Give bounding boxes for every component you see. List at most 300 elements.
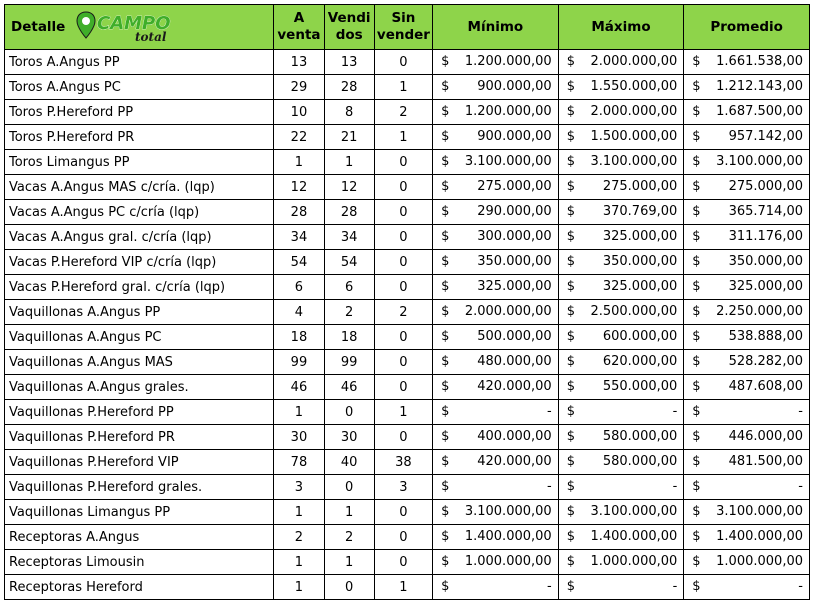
currency-symbol: $ <box>566 129 575 144</box>
cell-maximo <box>558 225 684 250</box>
amount-value: 3.100.000,00 <box>716 504 803 519</box>
cell-maximo <box>558 425 684 450</box>
cell-detalle: Vaquillonas P.Hereford grales. <box>5 475 274 500</box>
cell-maximo <box>558 525 684 550</box>
cell-detalle: Vacas P.Hereford VIP c/cría (lqp) <box>5 250 274 275</box>
amount-value: 620.000,00 <box>602 354 678 369</box>
currency-symbol: $ <box>441 279 450 294</box>
amount-value: 1.687.500,00 <box>716 104 803 119</box>
cell-detalle: Toros P.Hereford PR <box>5 125 274 150</box>
amount-value: 2.000.000,00 <box>464 304 552 319</box>
cell-vendidos: 1 <box>324 500 374 525</box>
amount-value: 1.000.000,00 <box>464 554 552 569</box>
cell-promedio <box>684 225 810 250</box>
cell-minimo <box>433 175 559 200</box>
cell-promedio <box>684 425 810 450</box>
cell-vendidos: 8 <box>324 100 374 125</box>
amount-value: 446.000,00 <box>728 429 803 444</box>
cell-maximo <box>558 175 684 200</box>
cell-maximo <box>558 125 684 150</box>
currency-symbol: $ <box>441 104 450 119</box>
amount-value: 311.176,00 <box>728 229 803 244</box>
cell-a-venta: 1 <box>274 550 324 575</box>
currency-symbol: $ <box>566 354 575 369</box>
cell-sin-vender: 0 <box>374 325 432 350</box>
amount-value: - <box>546 404 552 419</box>
cell-a-venta: 2 <box>274 525 324 550</box>
cell-minimo <box>433 550 559 575</box>
table-row <box>5 575 810 600</box>
amount-value: 900.000,00 <box>477 79 552 94</box>
cell-sin-vender: 0 <box>374 150 432 175</box>
amount-value: 957.142,00 <box>728 129 803 144</box>
cell-vendidos: 2 <box>324 525 374 550</box>
header-row <box>5 5 810 50</box>
cell-minimo <box>433 250 559 275</box>
cell-a-venta: 78 <box>274 450 324 475</box>
currency-symbol: $ <box>441 54 450 69</box>
currency-symbol: $ <box>441 329 450 344</box>
currency-symbol: $ <box>692 179 701 194</box>
cell-minimo <box>433 125 559 150</box>
header-sin-vender-line1: Sin <box>391 10 416 26</box>
currency-symbol: $ <box>441 229 450 244</box>
currency-symbol: $ <box>692 204 701 219</box>
cell-vendidos: 0 <box>324 475 374 500</box>
currency-symbol: $ <box>566 404 575 419</box>
table-row <box>5 400 810 425</box>
amount-value: 580.000,00 <box>602 429 678 444</box>
cell-promedio <box>684 400 810 425</box>
amount-value: 500.000,00 <box>477 329 552 344</box>
amount-value: 400.000,00 <box>477 429 552 444</box>
table-body <box>5 50 810 600</box>
currency-symbol: $ <box>441 304 450 319</box>
currency-symbol: $ <box>441 429 450 444</box>
cell-minimo <box>433 50 559 75</box>
cell-detalle: Vaquillonas P.Hereford VIP <box>5 450 274 475</box>
currency-symbol: $ <box>566 54 575 69</box>
cell-detalle: Vaquillonas A.Angus grales. <box>5 375 274 400</box>
cell-minimo <box>433 275 559 300</box>
cell-a-venta: 1 <box>274 400 324 425</box>
amount-value: - <box>798 404 803 419</box>
amount-value: - <box>546 479 552 494</box>
currency-symbol: $ <box>441 129 450 144</box>
cell-promedio <box>684 575 810 600</box>
currency-symbol: $ <box>692 354 701 369</box>
currency-symbol: $ <box>692 54 701 69</box>
table-row <box>5 100 810 125</box>
amount-value: 350.000,00 <box>477 254 552 269</box>
cell-maximo <box>558 575 684 600</box>
amount-value: 1.661.538,00 <box>716 54 803 69</box>
cell-promedio <box>684 450 810 475</box>
cell-vendidos: 99 <box>324 350 374 375</box>
currency-symbol: $ <box>441 204 450 219</box>
cell-detalle: Vaquillonas Limangus PP <box>5 500 274 525</box>
currency-symbol: $ <box>692 104 701 119</box>
cell-sin-vender: 0 <box>374 500 432 525</box>
cell-sin-vender: 1 <box>374 400 432 425</box>
header-vendidos-line1: Vendi <box>327 10 371 26</box>
currency-symbol: $ <box>692 229 701 244</box>
cell-a-venta: 34 <box>274 225 324 250</box>
cell-vendidos: 1 <box>324 550 374 575</box>
amount-value: 365.714,00 <box>728 204 803 219</box>
amount-value: 1.400.000,00 <box>716 529 803 544</box>
header-detalle <box>5 5 274 50</box>
amount-value: 350.000,00 <box>602 254 678 269</box>
table-row <box>5 300 810 325</box>
table-row <box>5 200 810 225</box>
cell-a-venta: 3 <box>274 475 324 500</box>
currency-symbol: $ <box>692 404 701 419</box>
header-minimo: Mínimo <box>433 5 559 50</box>
cell-minimo <box>433 150 559 175</box>
cell-maximo <box>558 150 684 175</box>
table-row <box>5 50 810 75</box>
amount-value: 1.400.000,00 <box>464 529 552 544</box>
currency-symbol: $ <box>441 454 450 469</box>
cell-a-venta: 99 <box>274 350 324 375</box>
cell-a-venta: 54 <box>274 250 324 275</box>
logo-text-sub: total <box>135 30 167 44</box>
cell-sin-vender: 0 <box>374 175 432 200</box>
cell-maximo <box>558 100 684 125</box>
amount-value: 300.000,00 <box>477 229 552 244</box>
cell-minimo <box>433 500 559 525</box>
cell-a-venta: 1 <box>274 500 324 525</box>
cell-sin-vender: 2 <box>374 300 432 325</box>
currency-symbol: $ <box>692 529 701 544</box>
cell-detalle: Toros A.Angus PP <box>5 50 274 75</box>
cell-maximo <box>558 325 684 350</box>
currency-symbol: $ <box>441 404 450 419</box>
cell-maximo <box>558 75 684 100</box>
cell-maximo <box>558 475 684 500</box>
amount-value: - <box>798 579 803 594</box>
currency-symbol: $ <box>441 479 450 494</box>
amount-value: 3.100.000,00 <box>464 504 552 519</box>
currency-symbol: $ <box>566 554 575 569</box>
cell-promedio <box>684 150 810 175</box>
cell-a-venta: 30 <box>274 425 324 450</box>
table-row <box>5 550 810 575</box>
amount-value: 900.000,00 <box>477 129 552 144</box>
cell-promedio <box>684 300 810 325</box>
cell-a-venta: 4 <box>274 300 324 325</box>
amount-value: - <box>672 579 678 594</box>
cell-a-venta: 6 <box>274 275 324 300</box>
header-detalle-label: Detalle <box>11 18 66 35</box>
cell-a-venta: 46 <box>274 375 324 400</box>
cell-detalle: Vacas A.Angus MAS c/cría. (lqp) <box>5 175 274 200</box>
cell-minimo <box>433 450 559 475</box>
amount-value: 1.500.000,00 <box>590 129 678 144</box>
currency-symbol: $ <box>692 154 701 169</box>
cell-minimo <box>433 100 559 125</box>
table-row <box>5 350 810 375</box>
cell-detalle: Toros A.Angus PC <box>5 75 274 100</box>
cell-maximo <box>558 300 684 325</box>
cell-sin-vender: 0 <box>374 50 432 75</box>
amount-value: 325.000,00 <box>602 279 678 294</box>
cell-promedio <box>684 375 810 400</box>
currency-symbol: $ <box>441 354 450 369</box>
cell-promedio <box>684 500 810 525</box>
cell-detalle: Toros Limangus PP <box>5 150 274 175</box>
amount-value: 1.550.000,00 <box>590 79 678 94</box>
table-row <box>5 325 810 350</box>
cell-promedio <box>684 125 810 150</box>
cell-vendidos: 30 <box>324 425 374 450</box>
amount-value: - <box>546 579 552 594</box>
amount-value: 420.000,00 <box>477 454 552 469</box>
header-vendidos <box>324 5 374 50</box>
cell-maximo <box>558 200 684 225</box>
auction-results-table <box>4 4 810 600</box>
campo-total-logo <box>75 10 187 44</box>
cell-maximo <box>558 50 684 75</box>
cell-sin-vender: 0 <box>374 525 432 550</box>
amount-value: 2.000.000,00 <box>590 54 678 69</box>
currency-symbol: $ <box>441 154 450 169</box>
amount-value: 528.282,00 <box>728 354 803 369</box>
amount-value: 600.000,00 <box>602 329 678 344</box>
table-row <box>5 275 810 300</box>
cell-sin-vender: 0 <box>374 275 432 300</box>
logo-text-main: CAMPO <box>97 13 171 34</box>
amount-value: 3.100.000,00 <box>590 504 678 519</box>
cell-maximo <box>558 500 684 525</box>
cell-promedio <box>684 100 810 125</box>
cell-promedio <box>684 325 810 350</box>
cell-detalle: Vaquillonas A.Angus MAS <box>5 350 274 375</box>
currency-symbol: $ <box>566 279 575 294</box>
header-vendidos-line2: dos <box>335 27 363 43</box>
amount-value: 538.888,00 <box>728 329 803 344</box>
location-pin-icon <box>77 12 95 38</box>
cell-sin-vender: 1 <box>374 75 432 100</box>
cell-a-venta: 12 <box>274 175 324 200</box>
cell-vendidos: 40 <box>324 450 374 475</box>
currency-symbol: $ <box>692 379 701 394</box>
cell-detalle: Receptoras Limousin <box>5 550 274 575</box>
amount-value: 481.500,00 <box>728 454 803 469</box>
cell-minimo <box>433 525 559 550</box>
table-row <box>5 75 810 100</box>
amount-value: 275.000,00 <box>602 179 678 194</box>
header-maximo: Máximo <box>558 5 684 50</box>
cell-sin-vender: 38 <box>374 450 432 475</box>
cell-detalle: Vacas A.Angus PC c/cría (lqp) <box>5 200 274 225</box>
currency-symbol: $ <box>566 479 575 494</box>
cell-sin-vender: 0 <box>374 375 432 400</box>
currency-symbol: $ <box>692 279 701 294</box>
cell-minimo <box>433 300 559 325</box>
amount-value: 275.000,00 <box>728 179 803 194</box>
cell-vendidos: 2 <box>324 300 374 325</box>
cell-maximo <box>558 350 684 375</box>
cell-detalle: Vacas P.Hereford gral. c/cría (lqp) <box>5 275 274 300</box>
cell-detalle: Vaquillonas A.Angus PC <box>5 325 274 350</box>
table-row <box>5 150 810 175</box>
cell-sin-vender: 0 <box>374 250 432 275</box>
amount-value: 1.000.000,00 <box>716 554 803 569</box>
cell-detalle: Vacas A.Angus gral. c/cría (lqp) <box>5 225 274 250</box>
header-a-venta-line2: venta <box>277 27 321 43</box>
table-row <box>5 500 810 525</box>
table-row <box>5 525 810 550</box>
cell-sin-vender: 3 <box>374 475 432 500</box>
amount-value: 275.000,00 <box>477 179 552 194</box>
table-row <box>5 475 810 500</box>
amount-value: 1.400.000,00 <box>590 529 678 544</box>
currency-symbol: $ <box>566 154 575 169</box>
amount-value: - <box>798 479 803 494</box>
currency-symbol: $ <box>692 454 701 469</box>
cell-minimo <box>433 225 559 250</box>
cell-maximo <box>558 375 684 400</box>
cell-sin-vender: 0 <box>374 425 432 450</box>
amount-value: 350.000,00 <box>728 254 803 269</box>
cell-maximo <box>558 400 684 425</box>
cell-detalle: Receptoras Hereford <box>5 575 274 600</box>
cell-vendidos: 13 <box>324 50 374 75</box>
cell-minimo <box>433 425 559 450</box>
cell-promedio <box>684 175 810 200</box>
table-row <box>5 175 810 200</box>
cell-sin-vender: 2 <box>374 100 432 125</box>
header-sin-vender <box>374 5 432 50</box>
cell-detalle: Vaquillonas P.Hereford PP <box>5 400 274 425</box>
currency-symbol: $ <box>692 79 701 94</box>
header-a-venta-line1: A <box>293 10 305 26</box>
cell-promedio <box>684 250 810 275</box>
cell-minimo <box>433 200 559 225</box>
amount-value: 290.000,00 <box>477 204 552 219</box>
cell-vendidos: 54 <box>324 250 374 275</box>
amount-value: 325.000,00 <box>477 279 552 294</box>
cell-minimo <box>433 350 559 375</box>
currency-symbol: $ <box>692 254 701 269</box>
currency-symbol: $ <box>566 429 575 444</box>
cell-a-venta: 10 <box>274 100 324 125</box>
currency-symbol: $ <box>566 229 575 244</box>
currency-symbol: $ <box>441 579 450 594</box>
table-row <box>5 425 810 450</box>
cell-detalle: Receptoras A.Angus <box>5 525 274 550</box>
amount-value: 325.000,00 <box>602 229 678 244</box>
currency-symbol: $ <box>566 179 575 194</box>
header-sin-vender-line2: vender <box>376 27 430 43</box>
cell-a-venta: 29 <box>274 75 324 100</box>
cell-vendidos: 6 <box>324 275 374 300</box>
table-row <box>5 125 810 150</box>
table-row <box>5 225 810 250</box>
cell-minimo <box>433 375 559 400</box>
cell-vendidos: 46 <box>324 375 374 400</box>
currency-symbol: $ <box>692 579 701 594</box>
amount-value: 1.200.000,00 <box>464 104 552 119</box>
currency-symbol: $ <box>566 254 575 269</box>
currency-symbol: $ <box>441 554 450 569</box>
cell-detalle: Vaquillonas P.Hereford PR <box>5 425 274 450</box>
cell-minimo <box>433 325 559 350</box>
cell-minimo <box>433 475 559 500</box>
cell-detalle: Vaquillonas A.Angus PP <box>5 300 274 325</box>
amount-value: 370.769,00 <box>602 204 678 219</box>
currency-symbol: $ <box>566 304 575 319</box>
currency-symbol: $ <box>692 479 701 494</box>
cell-vendidos: 21 <box>324 125 374 150</box>
cell-a-venta: 22 <box>274 125 324 150</box>
cell-vendidos: 18 <box>324 325 374 350</box>
cell-a-venta: 18 <box>274 325 324 350</box>
cell-maximo <box>558 275 684 300</box>
cell-promedio <box>684 75 810 100</box>
cell-minimo <box>433 400 559 425</box>
cell-promedio <box>684 200 810 225</box>
cell-maximo <box>558 550 684 575</box>
amount-value: 1.212.143,00 <box>716 79 803 94</box>
amount-value: 550.000,00 <box>602 379 678 394</box>
cell-vendidos: 34 <box>324 225 374 250</box>
currency-symbol: $ <box>566 79 575 94</box>
currency-symbol: $ <box>692 504 701 519</box>
cell-vendidos: 12 <box>324 175 374 200</box>
cell-sin-vender: 0 <box>374 200 432 225</box>
cell-minimo <box>433 575 559 600</box>
currency-symbol: $ <box>692 329 701 344</box>
amount-value: - <box>672 404 678 419</box>
cell-vendidos: 28 <box>324 75 374 100</box>
amount-value: 3.100.000,00 <box>716 154 803 169</box>
amount-value: 2.000.000,00 <box>590 104 678 119</box>
currency-symbol: $ <box>441 504 450 519</box>
cell-minimo <box>433 75 559 100</box>
currency-symbol: $ <box>441 254 450 269</box>
cell-a-venta: 13 <box>274 50 324 75</box>
amount-value: 480.000,00 <box>477 354 552 369</box>
currency-symbol: $ <box>441 79 450 94</box>
cell-sin-vender: 1 <box>374 125 432 150</box>
cell-a-venta: 28 <box>274 200 324 225</box>
amount-value: 325.000,00 <box>728 279 803 294</box>
cell-a-venta: 1 <box>274 150 324 175</box>
amount-value: 487.608,00 <box>728 379 803 394</box>
cell-vendidos: 0 <box>324 400 374 425</box>
cell-promedio <box>684 275 810 300</box>
currency-symbol: $ <box>692 129 701 144</box>
cell-promedio <box>684 475 810 500</box>
cell-sin-vender: 0 <box>374 350 432 375</box>
currency-symbol: $ <box>441 179 450 194</box>
currency-symbol: $ <box>566 529 575 544</box>
currency-symbol: $ <box>692 304 701 319</box>
cell-a-venta: 1 <box>274 575 324 600</box>
currency-symbol: $ <box>441 529 450 544</box>
amount-value: 1.200.000,00 <box>464 54 552 69</box>
cell-vendidos: 1 <box>324 150 374 175</box>
cell-promedio <box>684 525 810 550</box>
currency-symbol: $ <box>566 504 575 519</box>
amount-value: 580.000,00 <box>602 454 678 469</box>
currency-symbol: $ <box>566 379 575 394</box>
amount-value: 1.000.000,00 <box>590 554 678 569</box>
currency-symbol: $ <box>566 329 575 344</box>
